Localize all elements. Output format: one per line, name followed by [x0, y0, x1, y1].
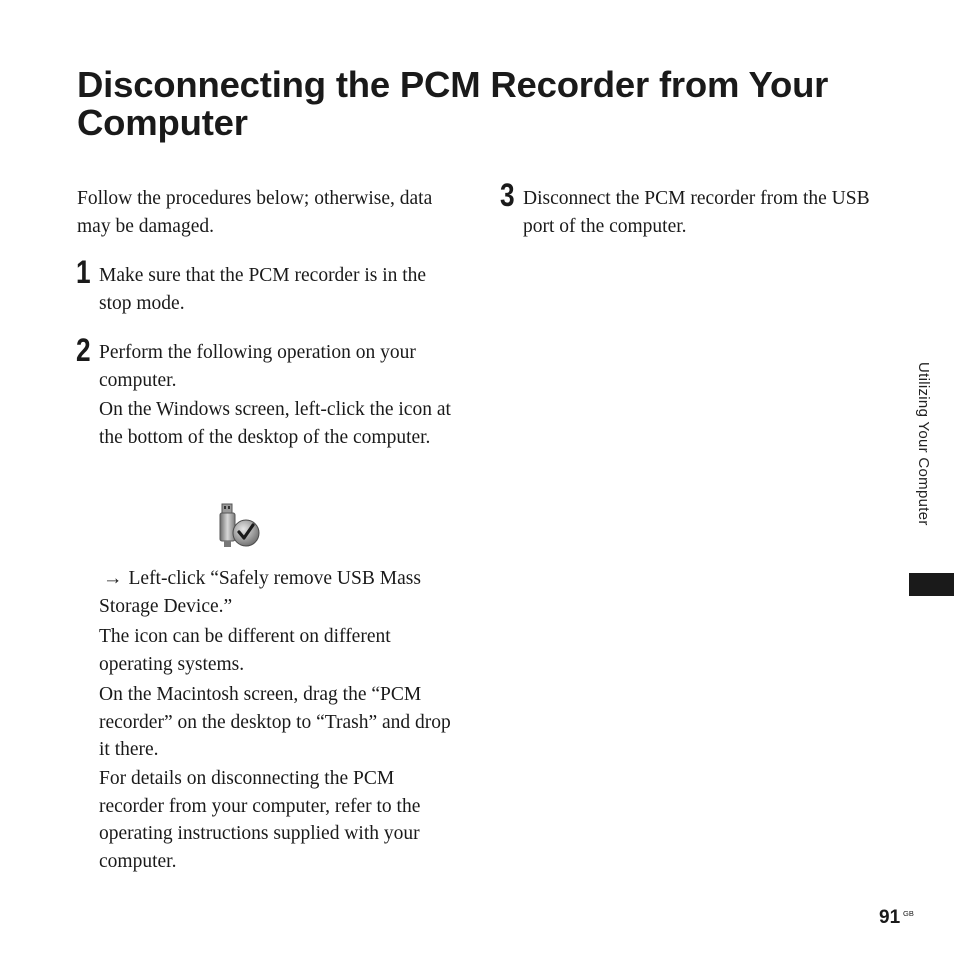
step-1-number: 1 [76, 254, 91, 290]
section-label: Utilizing Your Computer [915, 362, 932, 526]
page-number: 91 [879, 907, 901, 928]
step-3-number: 3 [500, 177, 515, 213]
step-1-text: Make sure that the PCM recorder is in the stop mode. [99, 265, 427, 314]
step-2-text: Perform the following operation on your computer. [99, 342, 416, 391]
step-2-details-note: For details on disconnecting the PCM recorder from your computer, refer to the operating instructions supplied with your computer. [99, 768, 421, 872]
step-2-safely-remove-text: Left-click “Safely remove USB Mass Storage Device.” [99, 568, 421, 617]
safely-remove-usb-icon [216, 503, 262, 549]
section-tab-marker [909, 573, 954, 596]
step-2-windows-instruction: On the Windows screen, left-click the icon at the bottom of the desktop of the computer. [99, 399, 451, 448]
step-2-safely-remove-instruction [99, 565, 459, 620]
page-number-suffix: GB [903, 909, 914, 918]
step-3-text: Disconnect the PCM recorder from the USB port of the computer. [523, 188, 870, 237]
step-2-number: 2 [76, 332, 91, 368]
step-2-macintosh-instruction: On the Macintosh screen, drag the “PCM recorder” on the desktop to “Trash” and drop it there. [99, 684, 451, 760]
page-title: Disconnecting the PCM Recorder from Your Computer [77, 64, 829, 143]
arrow-right-icon: → [103, 568, 123, 589]
intro-text: Follow the procedures below; otherwise, data may be damaged. [77, 188, 433, 237]
step-2-icon-note: The icon can be different on different operating systems. [99, 626, 391, 675]
